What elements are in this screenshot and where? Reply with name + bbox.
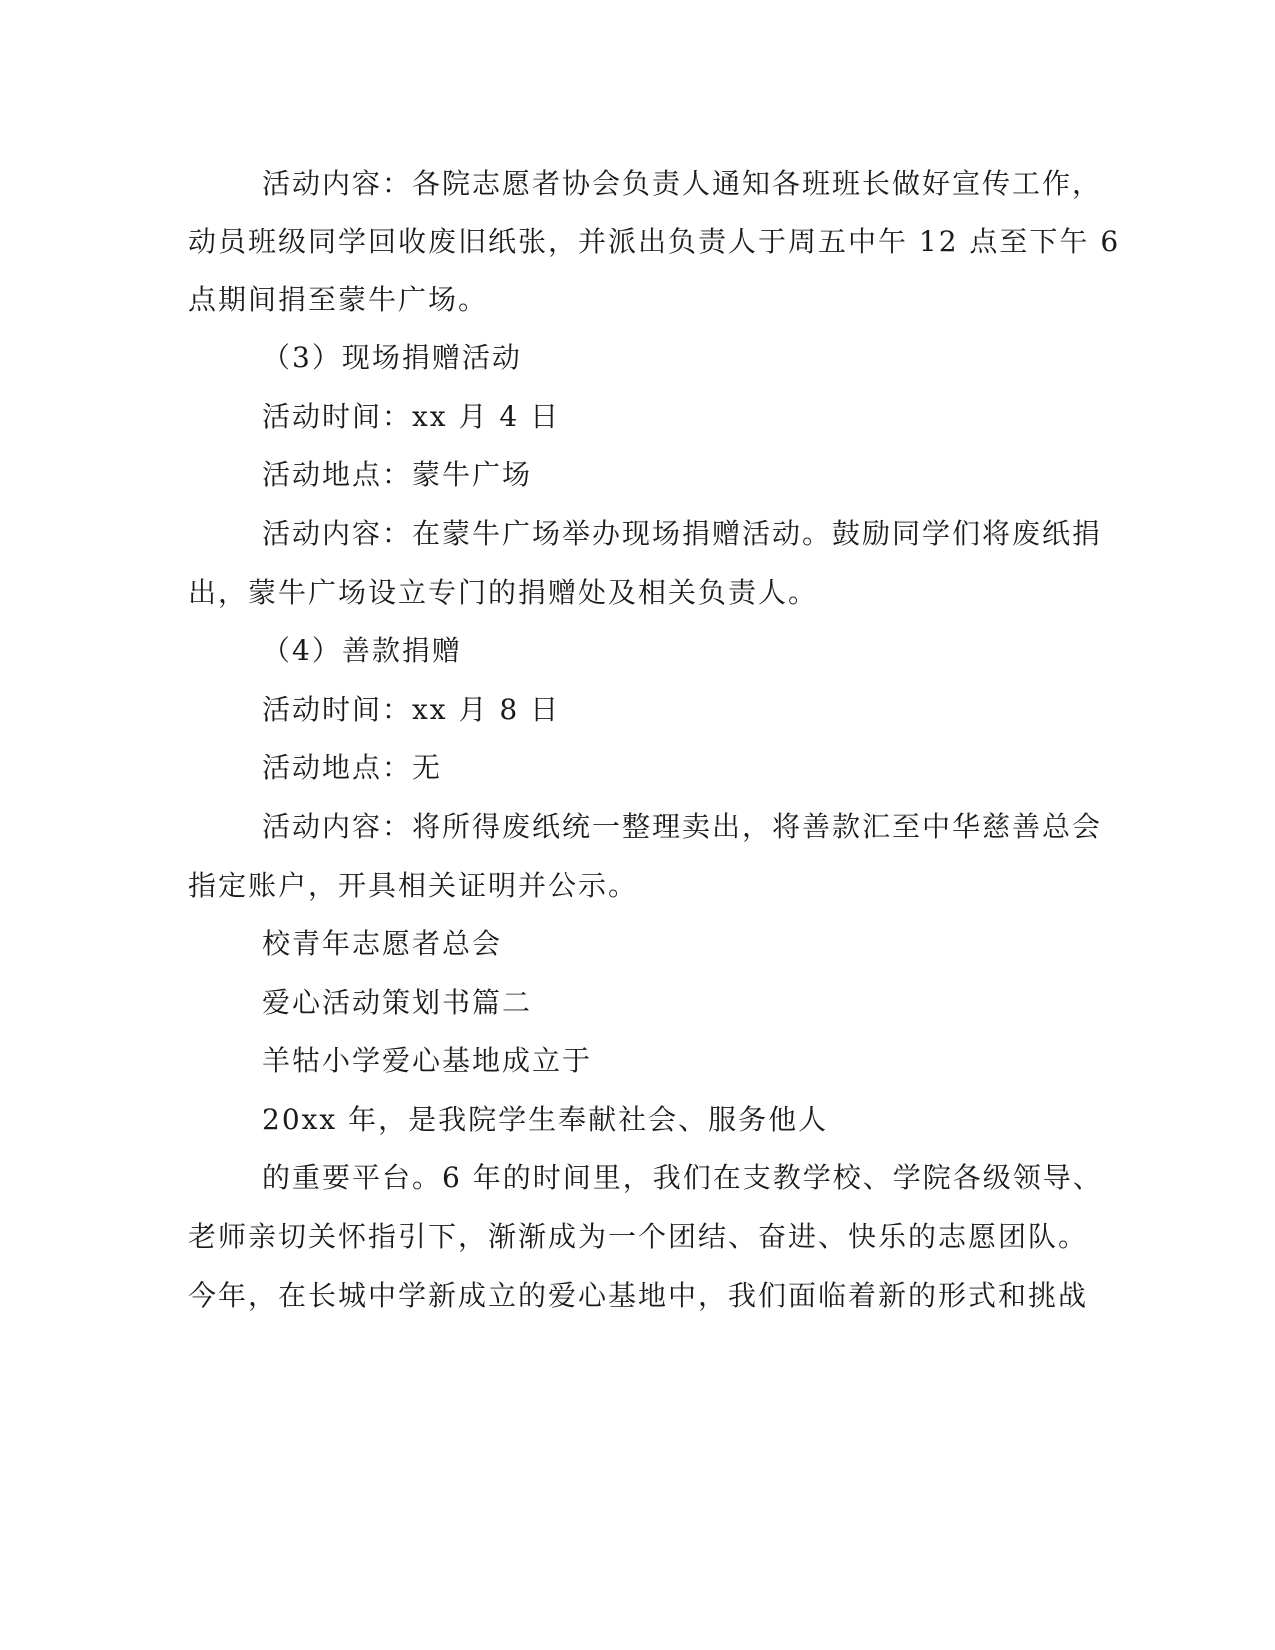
text-line: 活动地点：蒙牛广场 [262, 458, 533, 491]
text-line: 活动时间：xx 月 4 日 [262, 400, 561, 433]
text-line: 活动内容：各院志愿者协会负责人通知各班班长做好宣传工作， [262, 167, 1103, 200]
text-line: 老师亲切关怀指引下，渐渐成为一个团结、奋进、快乐的志愿团队。 [188, 1220, 1089, 1253]
section-heading: （4）善款捐赠 [262, 634, 462, 667]
text-line: 的重要平台。6 年的时间里，我们在支教学校、学院各级领导、 [262, 1161, 1103, 1194]
text-line: 羊牯小学爱心基地成立于 [262, 1044, 593, 1077]
text-line: 今年，在长城中学新成立的爱心基地中，我们面临着新的形式和挑战 [188, 1279, 1089, 1312]
text-line: 出，蒙牛广场设立专门的捐赠处及相关负责人。 [188, 576, 819, 609]
text-line: 动员班级同学回收废旧纸张，并派出负责人于周五中午 12 点至下午 6 [188, 225, 1121, 258]
text-line: 指定账户，开具相关证明并公示。 [188, 869, 639, 902]
section-title: 爱心活动策划书篇二 [262, 986, 533, 1019]
text-line: 活动时间：xx 月 8 日 [262, 693, 561, 726]
text-line: 点期间捐至蒙牛广场。 [188, 283, 489, 316]
text-line: 活动内容：将所得废纸统一整理卖出，将善款汇至中华慈善总会 [262, 810, 1103, 843]
text-line: 20xx 年，是我院学生奉献社会、服务他人 [262, 1103, 829, 1136]
text-line: 活动地点：无 [262, 751, 443, 784]
signature-line: 校青年志愿者总会 [262, 927, 503, 960]
text-line: 活动内容：在蒙牛广场举办现场捐赠活动。鼓励同学们将废纸捐 [262, 517, 1103, 550]
section-heading: （3）现场捐赠活动 [262, 341, 522, 374]
